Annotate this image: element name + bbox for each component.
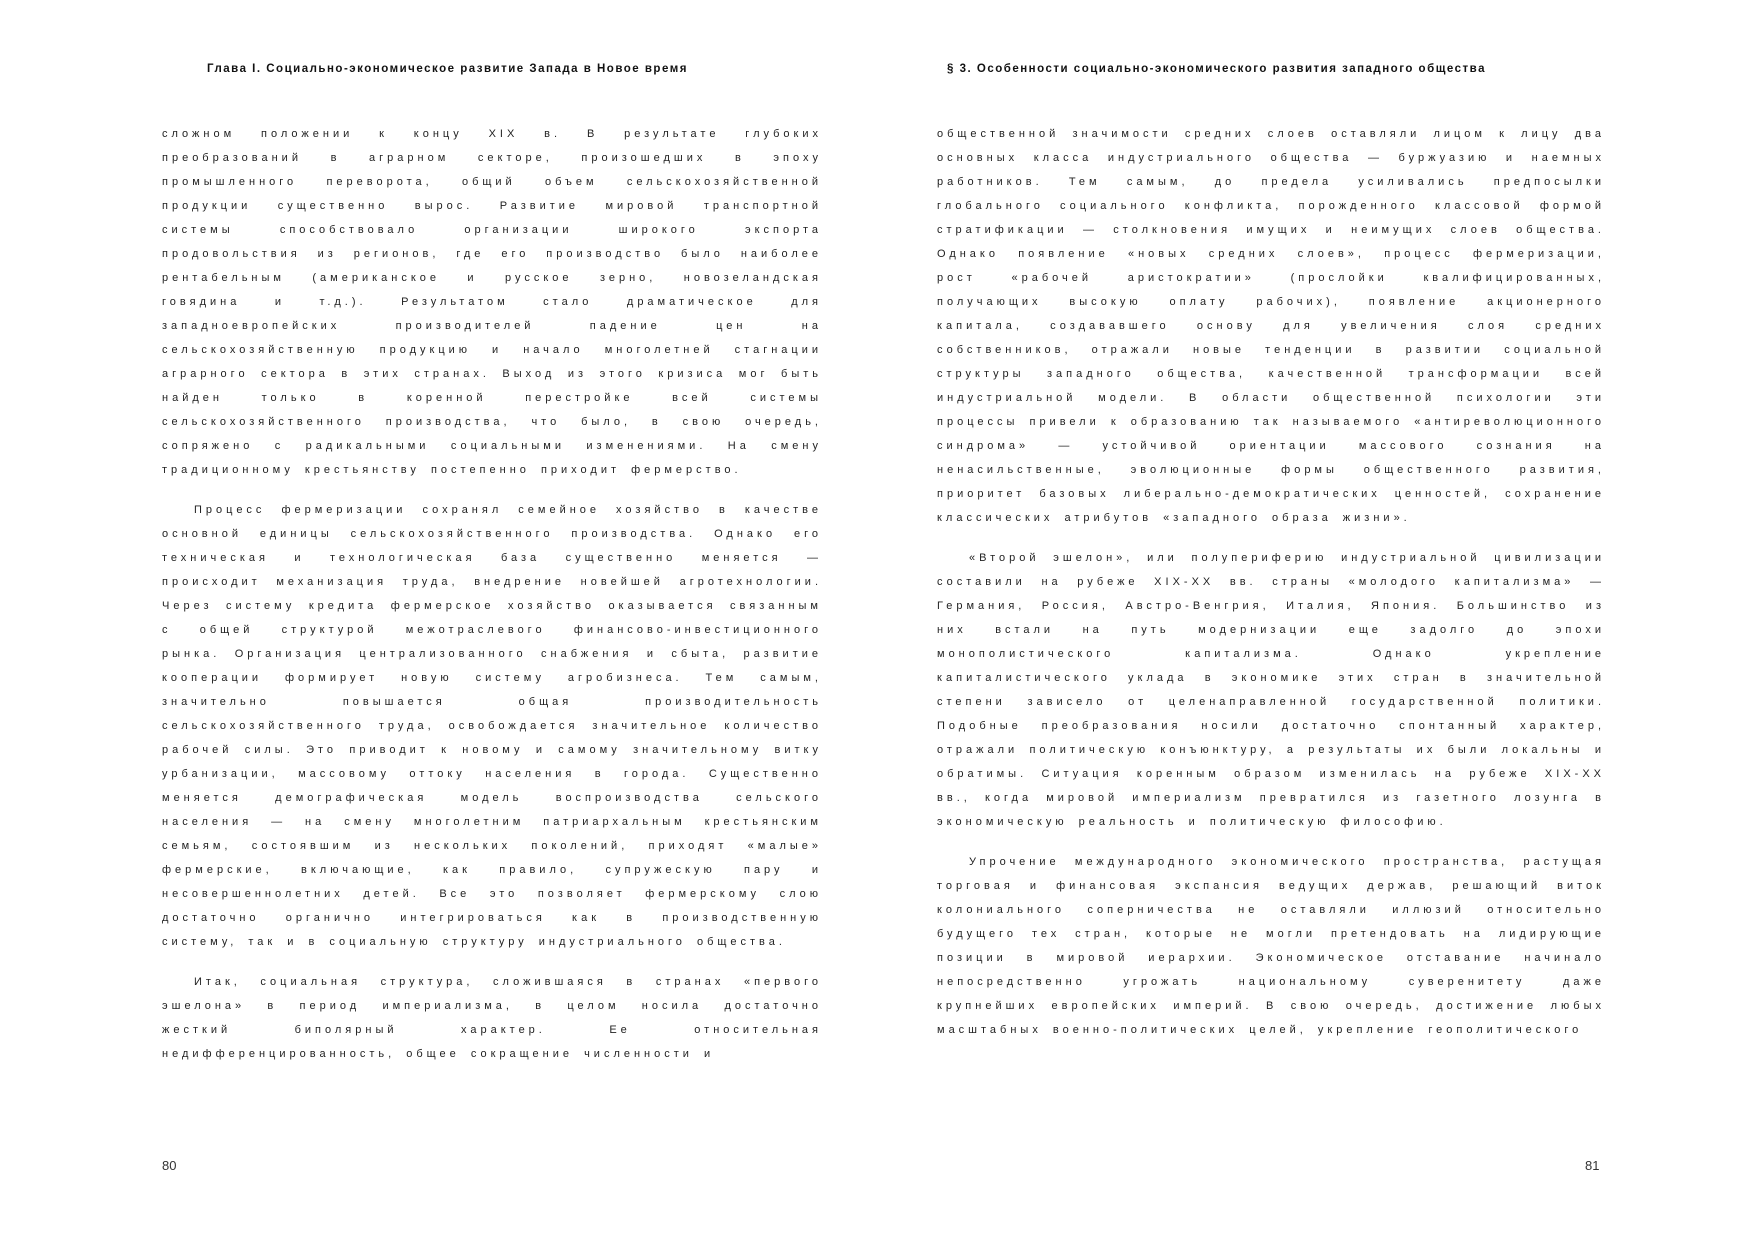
page-number-right: 81 [1585,1158,1600,1173]
paragraph: общественной значимости средних слоев оставляли лицом к лицу два основных класса индустриального общества — буржуазию и наемных работников. Тем самым, до предела усиливались предпосылки глобального социального конфликта, порожденного классовой формой стратификации — столкновения имущих и неимущих слоев общества. Однако появление «новых средних слоев», процесс фермеризации, рост «рабочей аристократии» (прослойки квалифицированных, получающих высокую оплату рабочих), появление акционерного капитала, создававшего основу для увеличения слоя средних собственников, отражали новые тенденции в развитии социальной структуры западного общества, качественной трансформации всей индустриальной модели. В области общественной психологии эти процессы привели к образованию так называемого «антиреволюционного синдрома» — устойчивой ориентации массового сознания на ненасильственные, эволюционные формы общественного развития, приоритет базовых либерально-демократических ценностей, сохранение классических атрибутов «западного образа жизни». [937,128,1605,524]
paragraph: «Второй эшелон», или полупериферию индустриальной цивилизации составили на рубеже XIX-XX вв. страны «молодого капитализма» — Германия, Россия, Австро-Венгрия, Италия, Япония. Большинство из них встали на путь модернизации еще задолго до эпохи монополистического капитализма. Однако укрепление капиталистического уклада в экономике этих стран в значительной степени зависело от целенаправленной государственной политики. Подобные преобразования носили достаточно спонтанный характер, отражали политическую конъюнктуру, а результаты их были локальны и обратимы. Ситуация коренным образом изменилась на рубеже XIX-XX вв., когда мировой империализм превратился из газетного лозунга в экономическую реальность и политическую философию. [937,552,1605,828]
right-page [877,0,1754,1239]
left-page-body [162,122,822,1082]
paragraph: Процесс фермеризации сохранял семейное хозяйство в качестве основной единицы сельскохозяйственного производства. Однако его техническая и технологическая база существенно меняется — происходит механизация труда, внедрение новейшей агротехнологии. Через систему кредита фермерское хозяйство оказывается связанным с общей структурой межотраслевого финансово-инвестиционного рынка. Организация централизованного снабжения и сбыта, развитие кооперации формирует новую систему агробизнеса. Тем самым, значительно повышается общая производительность сельскохозяйственного труда, освобождается значительное количество рабочей силы. Это приводит к новому и самому значительному витку урбанизации, массовому оттоку населения в города. Существенно меняется демографическая модель воспроизводства сельского населения — на смену многолетним патриархальным крестьянским семьям, состоявшим из нескольких поколений, приходят «малые» фермерские, включающие, как правило, супружескую пару и несовершеннолетних детей. Все это позволяет фермерскому слою достаточно органично интегрироваться как в производственную систему, так и в социальную структуру индустриального общества. [162,504,822,948]
right-page-body [937,122,1605,1058]
running-head-right: § 3. Особенности социально-экономического развития западного общества [947,63,1486,75]
paragraph: Упрочение международного экономического пространства, растущая торговая и финансовая экспансия ведущих держав, решающий виток колониального соперничества не оставляли иллюзий относительно будущего тех стран, которые не могли претендовать на лидирующие позиции в мировой иерархии. Экономическое отставание начинало непосредственно угрожать национальному суверенитету даже крупнейших европейских империй. В свою очередь, достижение любых масштабных военно-политических целей, укрепление геополитического [937,856,1605,1036]
page-number-left: 80 [162,1158,177,1173]
running-head-left: Глава I. Социально-экономическое развитие Запада в Новое время [207,63,688,75]
paragraph: Итак, социальная структура, сложившаяся в странах «первого эшелона» в период империализма, в целом носила достаточно жесткий биполярный характер. Ее относительная недифференцированность, общее сокращение численности и [162,976,822,1060]
paragraph: сложном положении к концу XIX в. В результате глубоких преобразований в аграрном секторе, произошедших в эпоху промышленного переворота, общий объем сельскохозяйственной продукции существенно вырос. Развитие мировой транспортной системы способствовало организации широкого экспорта продовольствия из регионов, где его производство было наиболее рентабельным (американское и русское зерно, новозеландская говядина и т.д.). Результатом стало драматическое для западноевропейских производителей падение цен на сельскохозяйственную продукцию и начало многолетней стагнации аграрного сектора в этих странах. Выход из этого кризиса мог быть найден только в коренной перестройке всей системы сельскохозяйственного производства, что было, в свою очередь, сопряжено с радикальными социальными изменениями. На смену традиционному крестьянству постепенно приходит фермерство. [162,128,822,476]
